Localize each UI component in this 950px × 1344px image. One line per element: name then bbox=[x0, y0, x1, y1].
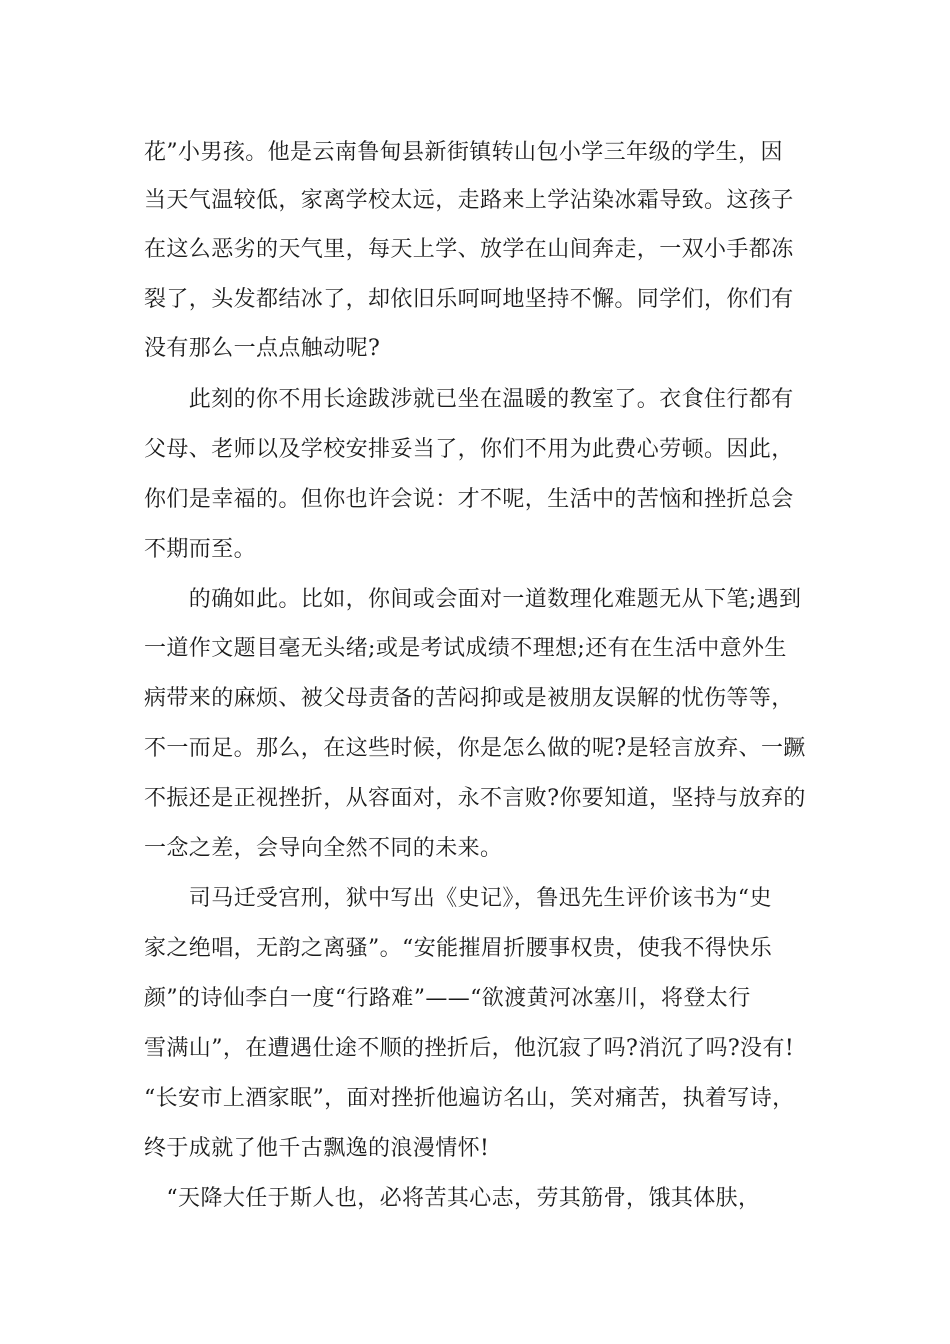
text-line: 家之绝唱，无韵之离骚”。“安能摧眉折腰事权贵，使我不得快乐 bbox=[144, 936, 773, 961]
text-line: 不一而足。那么，在这些时候，你是怎么做的呢?是轻言放弃、一蹶 bbox=[144, 736, 806, 761]
text-line: “天降大任于斯人也，必将苦其心志，劳其筋骨，饿其体肤， bbox=[144, 1186, 761, 1211]
text-line: 不期而至。 bbox=[144, 537, 257, 562]
text-line: 在这么恶劣的天气里，每天上学、放学在山间奔走，一双小手都冻 bbox=[144, 237, 794, 262]
text-line: 花”小男孩。他是云南鲁甸县新街镇转山包小学三年级的学生，因 bbox=[144, 140, 783, 165]
text-line: 没有那么一点点触动呢? bbox=[144, 336, 381, 361]
text-line: 不振还是正视挫折，从容面对，永不言败?你要知道，坚持与放弃的 bbox=[144, 786, 806, 811]
text-line: 裂了，头发都结冰了，却依旧乐呵呵地坚持不懈。同学们，你们有 bbox=[144, 287, 794, 312]
text-line: 此刻的你不用长途跋涉就已坐在温暖的教室了。衣食住行都有 bbox=[144, 387, 794, 412]
text-line: 颜”的诗仙李白一度“行路难”——“欲渡黄河冰塞川，将登太行 bbox=[144, 986, 751, 1011]
text-line: 的确如此。比如，你间或会面对一道数理化难题无从下笔;遇到 bbox=[144, 587, 802, 612]
text-line: “长安市上酒家眠”，面对挫折他遍访名山，笑对痛苦，执着写诗， bbox=[144, 1086, 795, 1111]
text-line: 终于成就了他千古飘逸的浪漫情怀! bbox=[144, 1136, 490, 1161]
text-line: 一念之差，会导向全然不同的未来。 bbox=[144, 836, 503, 861]
text-line: 病带来的麻烦、被父母责备的苦闷抑或是被朋友误解的忧伤等等， bbox=[144, 686, 794, 711]
text-line: 雪满山”，在遭遇仕途不顺的挫折后，他沉寂了吗?消沉了吗?没有! bbox=[144, 1036, 795, 1061]
text-line: 一道作文题目毫无头绪;或是考试成绩不理想;还有在生活中意外生 bbox=[144, 636, 787, 661]
text-line: 父母、老师以及学校安排妥当了，你们不用为此费心劳顿。因此， bbox=[144, 437, 794, 462]
text-line: 当天气温较低，家离学校太远，走路来上学沾染冰霜导致。这孩子 bbox=[144, 188, 794, 213]
text-line: 你们是幸福的。但你也许会说：才不呢，生活中的苦恼和挫折总会 bbox=[144, 487, 794, 512]
text-line: 司马迁受宫刑，狱中写出《史记》，鲁迅先生评价该书为“史 bbox=[144, 886, 772, 911]
